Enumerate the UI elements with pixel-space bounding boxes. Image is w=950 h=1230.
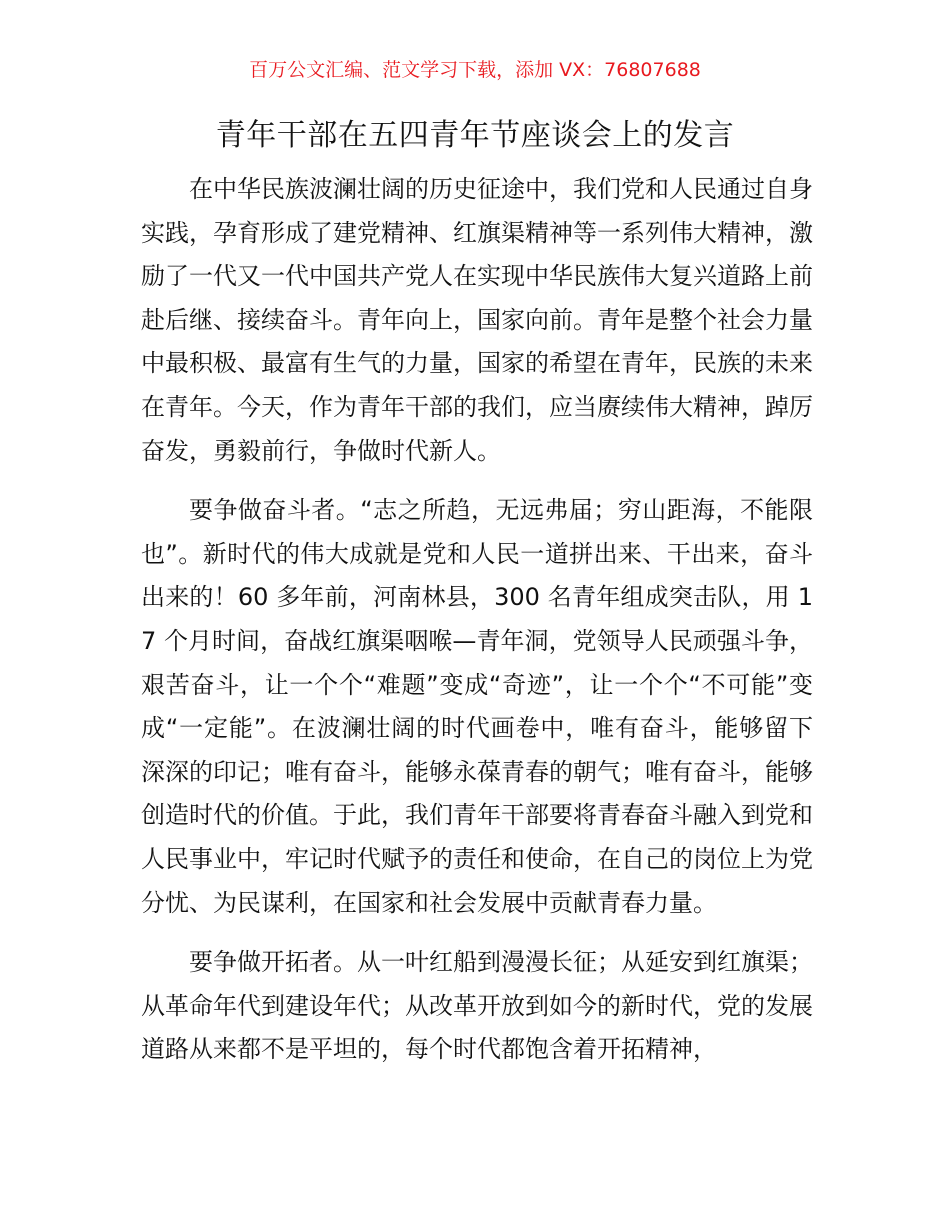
document-body bbox=[141, 168, 813, 1088]
body-paragraph-pioneer: 要争做开拓者。从一叶红船到漫漫长征；从延安到红旗渠；从革命年代到建设年代；从改革开放到如今的新时代，党的发展道路从来都不是平坦的，每个时代都饱含着开拓精神， bbox=[141, 948, 813, 1064]
header-download-note: 百万公文汇编、范文学习下载，添加 VX：76807688 bbox=[249, 59, 701, 81]
document-title: 青年干部在五四青年节座谈会上的发言 bbox=[215, 118, 735, 153]
body-paragraph-intro: 在中华民族波澜壮阔的历史征途中，我们党和人民通过自身实践，孕育形成了建党精神、红旗渠精神等一系列伟大精神，激励了一代又一代中国共产党人在实现中华民族伟大复兴道路上前赴后继、接续奋斗。青年向上，国家向前。青年是整个社会力量中最积极、最富有生气的力量，国家的希望在青年，民族的未来在青年。今天，作为青年干部的我们，应当赓续伟大精神，踔厉奋发，勇毅前行，争做时代新人。 bbox=[141, 175, 813, 465]
body-paragraph-striver: 要争做奋斗者。“志之所趋，无远弗届；穷山距海，不能限也”。新时代的伟大成就是党和人民一道拼出来、干出来，奋斗出来的！60 多年前，河南林县，300 名青年组成突击队，用 17 个月时间，奋战红旗渠咽喉—青年洞，党领导人民顽强斗争，艰苦奋斗，让一个个“难题”变成“奇迹”，让一个个“不可能”变成“一定能”。在波澜壮阔的时代画卷中，唯有奋斗，能够留下深深的印记；唯有奋斗，能够永葆青春的朝气；唯有奋斗，能够创造时代的价值。于此，我们青年干部要将青春奋斗融入到党和人民事业中，牢记时代赋予的责任和使命，在自己的岗位上为党分忧、为民谋利，在国家和社会发展中贡献青春力量。 bbox=[141, 496, 813, 917]
